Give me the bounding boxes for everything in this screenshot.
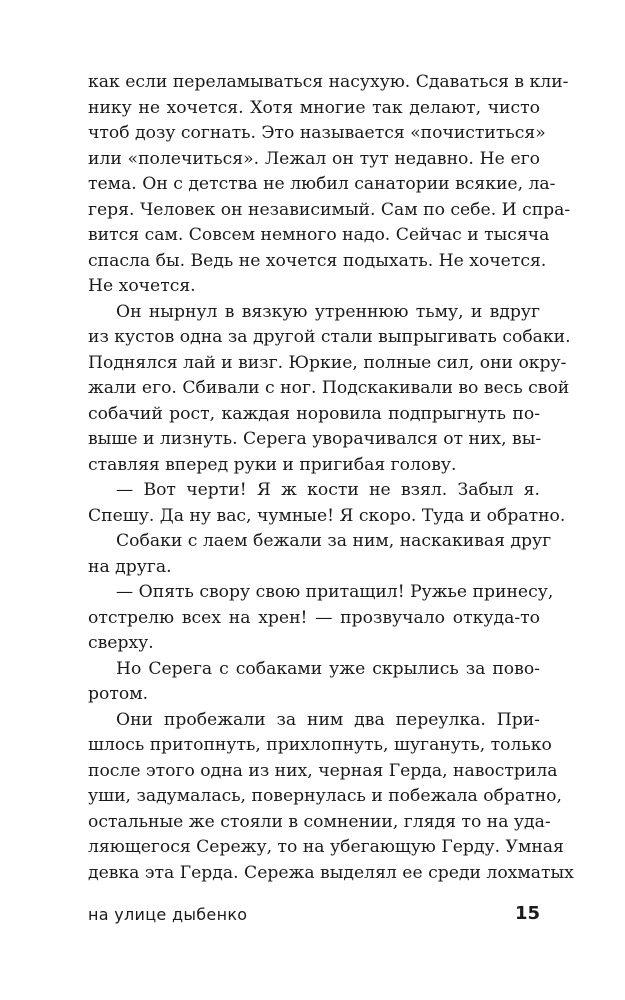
text-line: как если переламываться насухую. Сдаваться в кли- bbox=[88, 72, 569, 92]
text-line: Они пробежали за ним два переулка. При- bbox=[116, 709, 540, 730]
text-line: ставляя вперед руки и пригибая голову. bbox=[88, 454, 457, 475]
body-text bbox=[88, 70, 574, 886]
text-line: из кустов одна за другой стали выпрыгивать собаки. bbox=[88, 327, 571, 347]
text-line: Спешу. Да ну вас, чумные! Я скоро. Туда и обратно. bbox=[88, 505, 566, 526]
text-line: — Вот черти! Я ж кости не взял. Забыл я. bbox=[116, 480, 540, 500]
text-line: выше и лизнуть. Серега уворачивался от них, вы- bbox=[88, 429, 542, 449]
running-title: на улице дыбенко bbox=[88, 905, 248, 924]
text-line: уши, задумалась, повернулась и побежала обратно, bbox=[88, 786, 562, 806]
page-number: 15 bbox=[514, 903, 540, 924]
text-line: геря. Человек он независимый. Сам по себе. И спра- bbox=[88, 199, 571, 220]
text-line: Собаки с лаем бежали за ним, наскакивая друг bbox=[116, 531, 552, 551]
text-line: остальные же стояли в сомнении, глядя то на уда- bbox=[88, 811, 551, 832]
text-line: собачий рост, каждая норовила подпрыгнуть по- bbox=[88, 403, 540, 424]
text-line: чтоб дозу согнать. Это называется «почиститься» bbox=[88, 123, 546, 143]
text-line: Но Серега с собаками уже скрылись за пово- bbox=[116, 658, 540, 679]
text-line: на друга. bbox=[88, 556, 172, 577]
text-line: после этого одна из них, черная Герда, навострила bbox=[88, 760, 558, 781]
text-line: девка эта Герда. Сережа выделял ее среди лохматых bbox=[88, 862, 574, 883]
text-line: сверху. bbox=[88, 633, 154, 653]
text-line: Он нырнул в вязкую утреннюю тьму, и вдруг bbox=[116, 301, 540, 322]
text-line: нику не хочется. Хотя многие так делают, чисто bbox=[88, 97, 540, 118]
text-line: ротом. bbox=[88, 684, 149, 704]
text-line: Поднялся лай и визг. Юркие, полные сил, они окру- bbox=[88, 352, 567, 373]
text-line: тема. Он с детства не любил санатории всякие, ла- bbox=[88, 174, 556, 194]
text-line: ляющегося Сережу, то на убегающую Герду. Умная bbox=[88, 837, 564, 857]
text-line: Не хочется. bbox=[88, 276, 196, 296]
text-line: шлось притопнуть, прихлопнуть, шугануть, только bbox=[88, 735, 552, 755]
text-line: или «полечиться». Лежал он тут недавно. Не его bbox=[88, 148, 540, 169]
text-line: отстрелю всех на хрен! — прозвучало откуда-то bbox=[88, 607, 540, 628]
text-line: — Опять свору свою притащил! Ружье принесу, bbox=[116, 582, 554, 602]
text-line: спасла бы. Ведь не хочется подыхать. Не хочется. bbox=[88, 250, 547, 271]
text-line: вится сам. Совсем немного надо. Сейчас и тысяча bbox=[88, 225, 550, 245]
page-footer bbox=[88, 903, 540, 929]
text-line: жали его. Сбивали с ног. Подскакивали во весь свой bbox=[88, 378, 570, 398]
